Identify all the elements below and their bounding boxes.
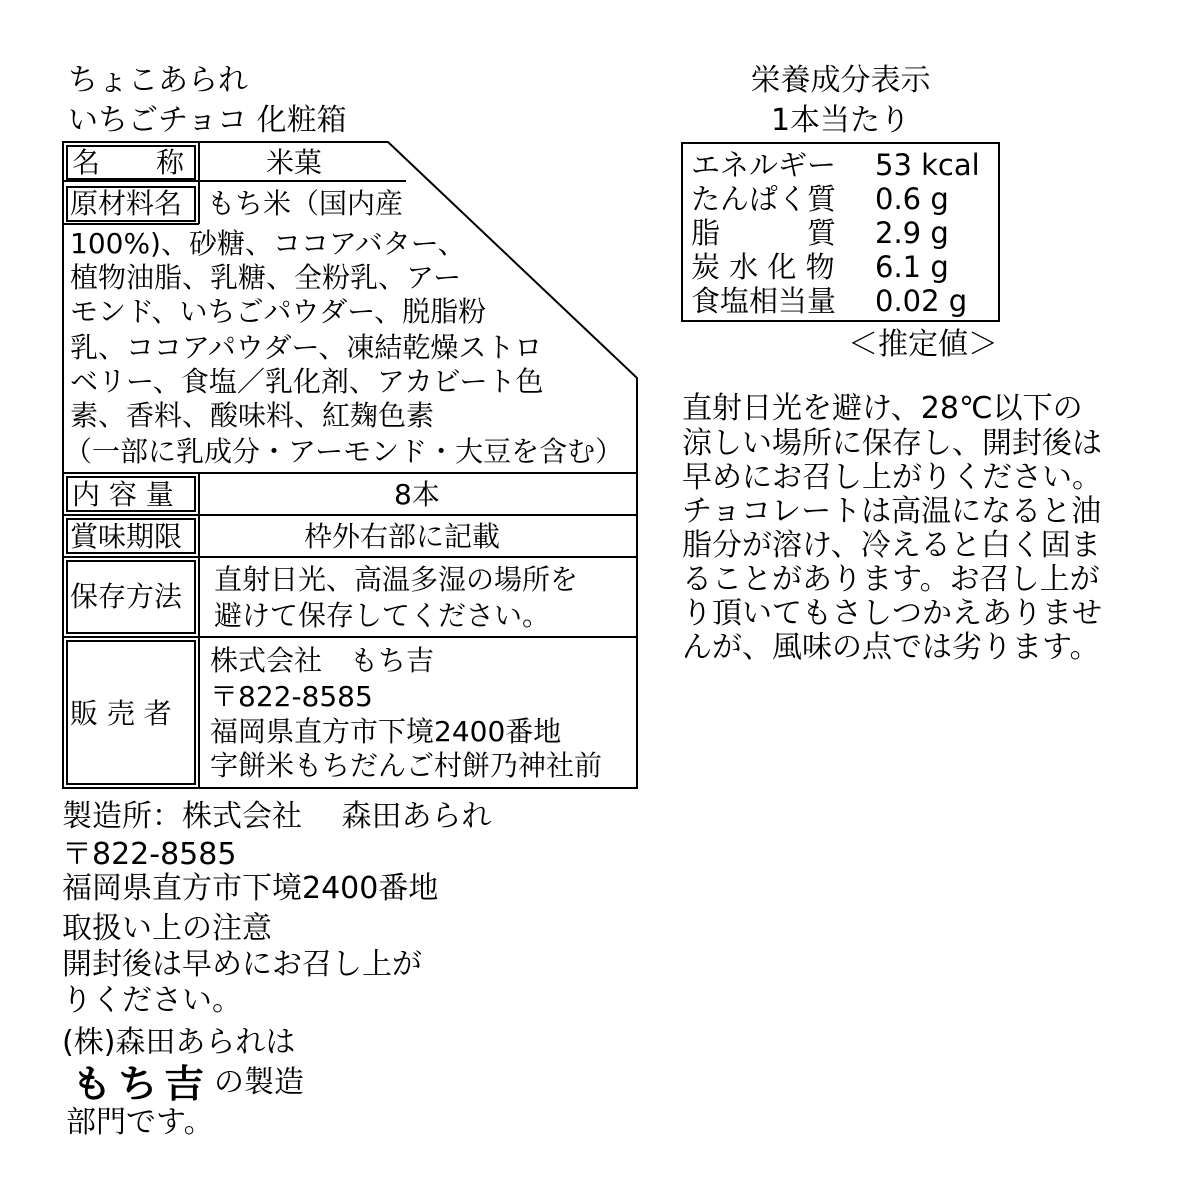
company-note-line1: (株)森田あられは [62,1025,296,1060]
seller-line-3: 字餅米もちだんご村餅乃神社前 [210,749,603,782]
nutrition-row [691,284,995,318]
nutrition-row [691,250,995,284]
nutrition-value: 2.9 g [875,216,949,250]
storage-line-0: 直射日光、高温多湿の場所を [214,563,579,596]
expiry-label: 賞味期限 [70,520,183,553]
expiry-value: 枠外右部に記載 [304,520,501,553]
product-title-line2: いちごチョコ 化粧箱 [68,103,347,138]
seller-label: 販 売 者 [70,697,172,730]
notice-line-4: 脂分が溶け、冷えると白く固ま [682,528,1101,563]
ingredients-line-3: モンド、いちごパウダー、脱脂粉 [70,295,487,328]
product-title-line1: ちょこあられ [68,63,248,98]
nutrition-value: 0.6 g [875,182,949,216]
nutrition-value: 6.1 g [875,250,949,284]
nutrition-title: 栄養成分表示 [750,63,931,98]
notice-line-1: 涼しい場所に保存し、開封後は [682,426,1102,461]
notice-line-0: 直射日光を避け、28℃以下の [682,391,1083,426]
nutrition-value: 0.02 g [875,284,968,318]
handling-title: 取扱い上の注意 [62,911,272,946]
company-note-line2: の製造 [214,1065,304,1100]
nutrition-name: たんぱく質 [691,182,837,216]
ingredients-line-5: ベリー、食塩／乳化剤、アカビート色 [70,365,544,398]
ingredients-line-6: 素、香料、酸味料、紅麹色素 [70,399,435,432]
ingredients-line-4: 乳、ココアパウダー、凍結乾燥ストロ [70,331,543,364]
notice-line-6: り頂いてもさしつかえありませ [682,596,1102,631]
nutrition-name: 炭 水 化 物 [691,250,835,284]
nutrition-name: エネルギー [691,148,837,182]
handling-line-0: 開封後は早めにお召し上が [62,947,422,982]
ingredients-line-1: 100%)、砂糖、ココアバター、 [70,227,466,260]
ingredients-label: 原材料名 [70,187,183,220]
seller-line-2: 福岡県直方市下境2400番地 [210,715,562,748]
ingredients-line-7: （一部に乳成分・アーモンド・大豆を含む） [64,435,624,468]
manufacturer-line-1: 〒822-8585 [62,837,237,872]
nutrition-name: 脂 質 [691,216,837,250]
notice-line-3: チョコレートは高温になると油 [682,494,1102,529]
seller-line-1: 〒822-8585 [210,680,373,713]
ingredients-line-2: 植物油脂、乳糖、全粉乳、アー [70,261,462,294]
manufacturer-line-2: 福岡県直方市下境2400番地 [62,871,439,906]
handling-line-1: りください。 [62,983,242,1018]
notice-line-7: んが、風味の点では劣ります。 [682,630,1100,665]
contents-label: 内 容 量 [72,478,174,511]
contents-value: 8本 [394,478,440,511]
name-value: 米菓 [266,146,323,179]
nutrition-note: ＜推定値＞ [848,327,998,362]
notice-line-5: ることがあります。お召し上が [682,562,1100,597]
nutrition-per: 1本当たり [770,103,911,138]
storage-line-1: 避けて保存してください。 [214,599,551,632]
nutrition-row [691,216,995,250]
ingredients-line-0: もち米（国内産 [207,187,404,220]
nutrition-name: 食塩相当量 [691,284,837,318]
storage-label: 保存方法 [70,580,183,613]
seller-line-0: 株式会社 もち吉 [210,644,435,677]
nutrition-table [681,142,1000,322]
nutrition-value: 53 kcal [875,148,980,182]
nutrition-row [691,148,995,182]
manufacturer-line-0: 製造所：株式会社 森田あられ [62,799,492,834]
mochikichi-logo: もち吉 [71,1061,211,1106]
name-label [72,147,190,179]
name-label-text: 名 称 [72,146,185,179]
notice-line-2: 早めにお召し上がりください。 [682,460,1102,495]
nutrition-row [691,182,995,216]
company-note-line3: 部門です。 [66,1105,214,1140]
